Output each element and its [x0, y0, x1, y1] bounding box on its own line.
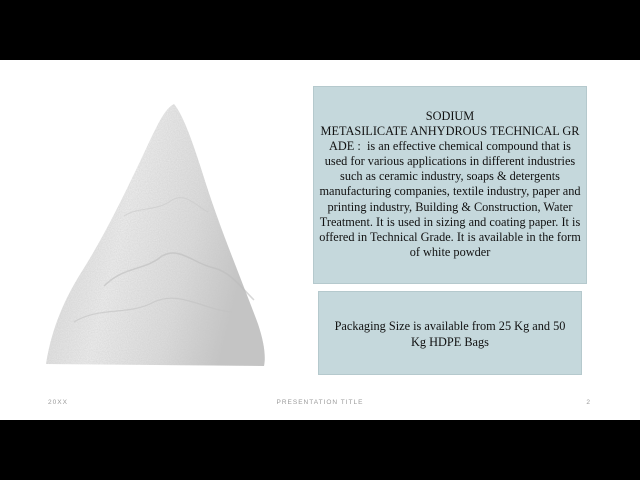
- footer-presentation-title: PRESENTATION TITLE: [276, 399, 364, 406]
- product-description: is an effective chemical compound that is used for various applications in different industries such as ceramic industry, soaps & detergents manufacturing companies, textile industry, paper and printing industry, Building & Construction, Water Treatment. It is used in sizing and coating paper. It is offered in Technical Grade. It is available in the form of white powder: [319, 139, 581, 259]
- powder-pile-image: [44, 96, 266, 368]
- packaging-box: [318, 291, 582, 375]
- footer-date: 20XX: [48, 399, 68, 406]
- product-title-line2: METASILICATE ANHYDROUS TECHNICAL GRADE :: [320, 124, 580, 154]
- footer-page-number: 2: [586, 399, 591, 406]
- slide: [0, 60, 640, 420]
- description-box: [313, 86, 587, 284]
- product-title-line1: SODIUM: [425, 109, 475, 123]
- packaging-text: Packaging Size is available from 25 Kg and 50 Kg HDPE Bags: [334, 319, 566, 349]
